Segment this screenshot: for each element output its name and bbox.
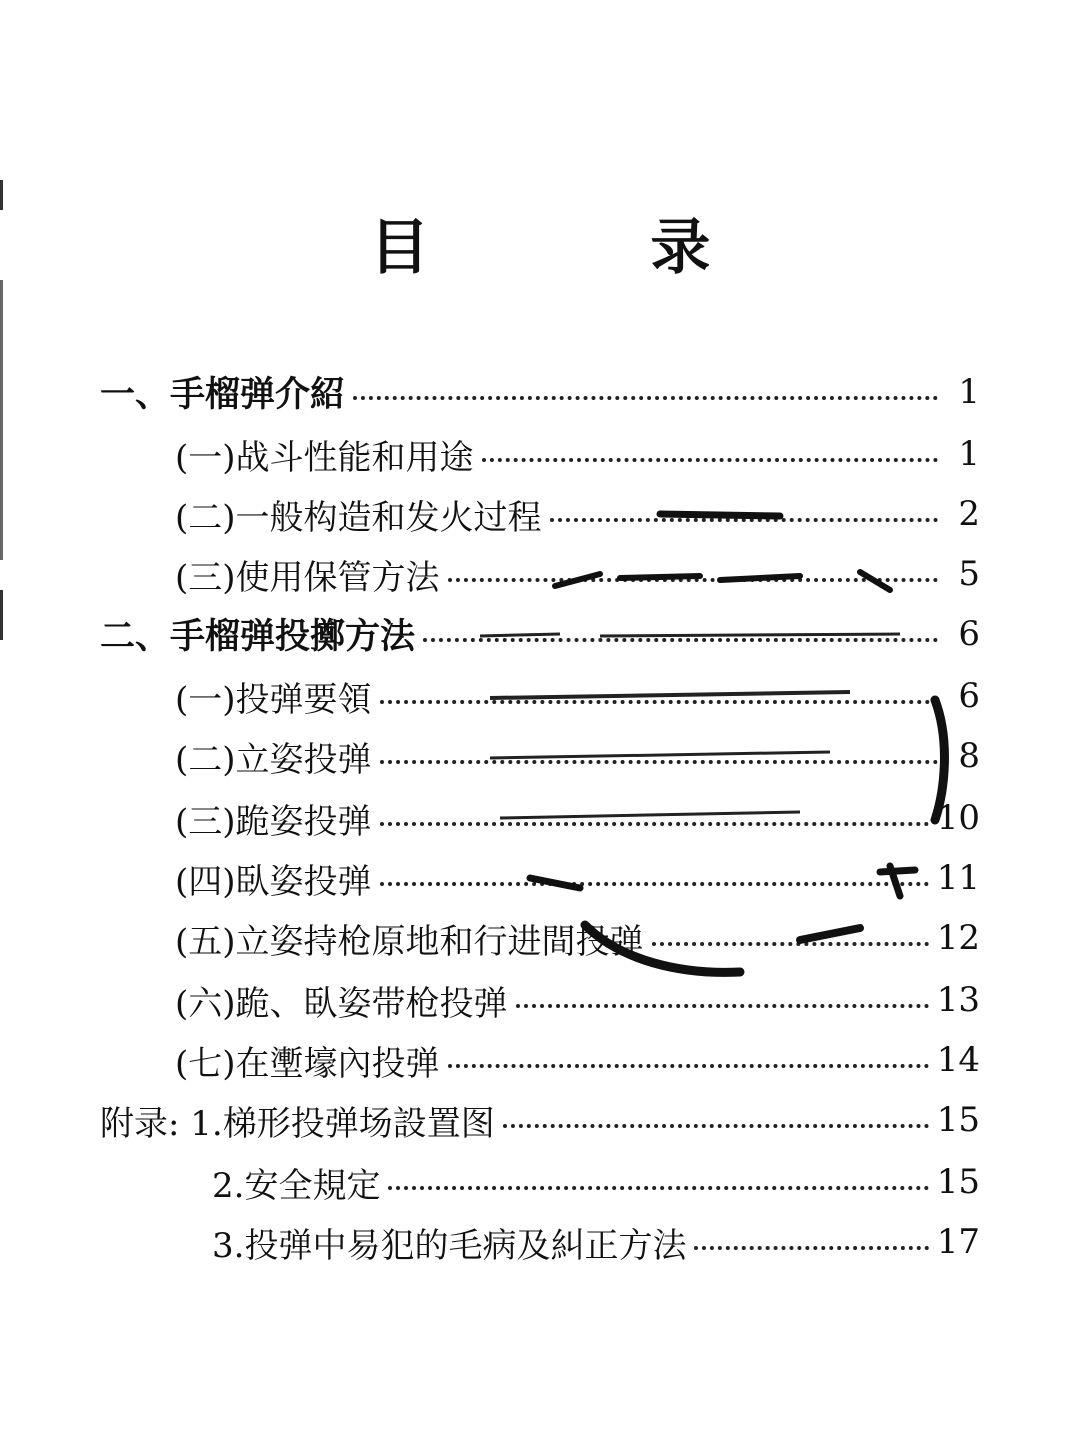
toc-entry-label: 附录: 1.梯形投弹场設置图 [100,1103,495,1144]
toc-entry-page: 15 [936,1100,980,1140]
dot-leader [380,822,929,826]
toc-entry[interactable] [175,484,980,544]
toc-entry-label: (七)在壍壕內投弹 [175,1043,440,1084]
toc-entry-page: 5 [958,554,980,594]
toc-entry-page: 1 [958,372,980,412]
dot-leader [380,760,938,764]
toc-entry[interactable] [175,970,980,1030]
toc-entry-label: (五)立姿持枪原地和行进間投弹 [175,921,644,962]
toc-entry[interactable] [175,1030,980,1090]
toc-entry[interactable] [212,1212,980,1272]
toc-entry[interactable] [175,544,980,604]
toc-entry-label: 2.安全規定 [212,1165,381,1206]
dot-leader [388,1186,928,1190]
toc-entry-label: (一)战斗性能和用途 [175,437,474,478]
toc-entry-label: 一、手榴弹介紹 [100,374,346,415]
dot-leader [550,518,938,522]
toc-entry-label: 3.投弹中易犯的毛病及糾正方法 [212,1225,687,1266]
toc-entry-label: (二)一般构造和发火过程 [175,497,542,538]
dot-leader [482,458,938,462]
toc-entry[interactable] [100,604,980,664]
toc-entry-label: (六)跪、臥姿带枪投弹 [175,983,508,1024]
toc-entry[interactable] [175,726,980,786]
toc-entry-label: (三)跪姿投弹 [175,801,372,842]
toc-entry-label: (四)臥姿投弹 [175,861,372,902]
dot-leader [353,396,938,400]
page-title: 目 录 [369,213,811,283]
toc-entry[interactable] [175,848,980,908]
toc-entry-label: (二)立姿投弹 [175,739,372,780]
toc-entry[interactable] [100,1090,980,1150]
toc-entry-page: 13 [936,980,980,1020]
dot-leader [652,942,929,946]
toc-entry[interactable] [175,424,980,484]
toc-entry[interactable] [100,362,980,422]
dot-leader [448,1064,929,1068]
dot-leader [503,1124,929,1128]
dot-leader [423,638,938,642]
toc-entry-page: 17 [936,1222,980,1262]
toc-entry[interactable] [175,666,980,726]
toc-entry-page: 6 [958,676,980,716]
toc-entry-label: (一)投弹要領 [175,679,372,720]
toc-entry-label: 二、手榴弹投擲方法 [100,616,416,657]
toc-entry-page: 2 [958,494,980,534]
toc-entry-page: 11 [936,858,980,898]
toc-entry-page: 1 [958,434,980,474]
toc-entry-page: 10 [936,798,980,838]
dot-leader [516,1004,929,1008]
toc-entry[interactable] [175,908,980,968]
toc-entry-page: 15 [936,1162,980,1202]
toc-entry-page: 12 [936,918,980,958]
toc-entry-page: 8 [958,736,980,776]
toc-entry[interactable] [175,788,980,848]
toc-entry-page: 6 [958,614,980,654]
dot-leader [448,578,938,582]
dot-leader [694,1246,928,1250]
dot-leader [380,700,938,704]
toc-entry-page: 14 [936,1040,980,1080]
toc-entry[interactable] [212,1152,980,1212]
dot-leader [380,882,929,886]
toc-entry-label: (三)使用保管方法 [175,557,440,598]
